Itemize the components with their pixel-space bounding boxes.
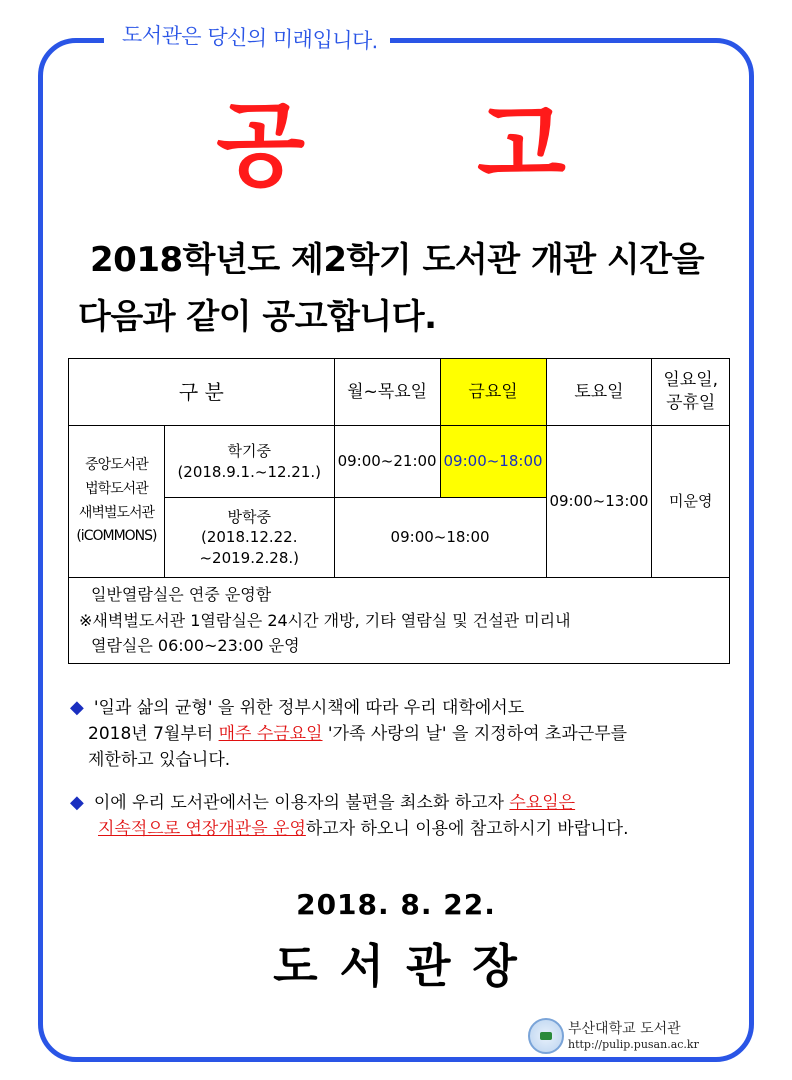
diamond-bullet-icon: ◆ bbox=[70, 697, 84, 718]
note-1: 일반열람실은 연중 운영함 bbox=[91, 585, 272, 604]
header-sun-line1: 일요일, bbox=[663, 370, 719, 391]
intro-line-2: 다음과 같이 공고합니다. bbox=[78, 297, 437, 337]
notice-1-line-1 bbox=[70, 695, 732, 721]
table-notes bbox=[69, 578, 730, 664]
signer: 도서관장 bbox=[273, 939, 539, 993]
vacation-label-cell bbox=[164, 498, 334, 578]
semester-fri: 09:00~18:00 bbox=[440, 426, 546, 498]
notice-2-line-1 bbox=[70, 790, 732, 816]
library-icommons: (iCOMMONS) bbox=[76, 528, 157, 545]
sat-hours: 09:00~13:00 bbox=[546, 426, 652, 578]
semester-label: 학기중 bbox=[227, 442, 271, 461]
header-category: 구 분 bbox=[69, 359, 335, 426]
notice-1-emphasis: 매주 수금요일 bbox=[218, 724, 323, 744]
slogan: 도서관은 당신의 미래입니다. bbox=[121, 22, 379, 54]
sun-hours: 미운영 bbox=[652, 426, 730, 578]
notice-2-emphasis-1: 수요일은 bbox=[509, 793, 576, 813]
notice-1-text-a: '일과 삶의 균형' 을 위한 정부시책에 따라 우리 대학에서도 bbox=[93, 698, 525, 718]
university-seal-icon bbox=[528, 1018, 564, 1054]
notice-1 bbox=[70, 695, 732, 773]
page-title: 공 고 bbox=[216, 92, 636, 199]
notice-1-line-3: 제한하고 있습니다. bbox=[88, 750, 231, 770]
notice-1-line-2 bbox=[70, 721, 732, 747]
note-2: ※새벽벌도서관 1열람실은 24시간 개방, 기타 열람실 및 건설관 미리내 bbox=[79, 610, 571, 630]
notice-2-emphasis-2: 지속적으로 연장개관을 운영 bbox=[98, 819, 306, 839]
library-central: 중앙도서관 bbox=[85, 456, 148, 473]
vacation-label: 방학중 bbox=[227, 508, 271, 527]
semester-period: (2018.9.1.~12.21.) bbox=[177, 462, 322, 481]
intro-line-1: 2018학년도 제2학기 도서관 개관 시간을 bbox=[90, 240, 704, 280]
header-mon-thu: 월~목요일 bbox=[334, 359, 440, 426]
header-sun-line2: 공휴일 bbox=[666, 393, 716, 413]
note-3: 열람실은 06:00~23:00 운영 bbox=[91, 636, 300, 656]
university-logo bbox=[528, 1016, 728, 1060]
vacation-weekday: 09:00~18:00 bbox=[334, 498, 546, 578]
header-sun-holiday bbox=[652, 359, 730, 426]
notice-2 bbox=[70, 790, 732, 842]
notice-2-line-2 bbox=[70, 816, 732, 842]
library-law: 법학도서관 bbox=[85, 480, 148, 497]
notice-1-text-b: 2018년 7월부터 bbox=[88, 724, 219, 744]
table-row-semester bbox=[69, 426, 730, 498]
header-sat: 토요일 bbox=[546, 359, 652, 426]
semester-label-cell bbox=[164, 426, 334, 498]
notice-2-text-b: 하고자 하오니 이용에 참고하시기 바랍니다. bbox=[305, 819, 629, 839]
library-names bbox=[69, 426, 165, 578]
table-header-row bbox=[69, 359, 730, 426]
notice-1-text-c: '가족 사랑의 날' 을 지정하여 초과근무를 bbox=[322, 724, 628, 744]
table-notes-row bbox=[69, 578, 730, 664]
vacation-period-2: ~2019.2.28.) bbox=[199, 548, 299, 567]
diamond-bullet-icon: ◆ bbox=[70, 792, 84, 813]
notice-2-text-a: 이에 우리 도서관에서는 이용자의 불편을 최소화 하고자 bbox=[93, 793, 510, 813]
library-saebyeokbeol: 새벽벌도서관 bbox=[78, 504, 154, 521]
logo-url: http://pulip.pusan.ac.kr bbox=[568, 1038, 699, 1051]
hours-table bbox=[68, 358, 730, 664]
vacation-period-1: (2018.12.22. bbox=[200, 528, 298, 547]
header-fri: 금요일 bbox=[440, 359, 546, 426]
logo-name: 부산대학교 도서관 bbox=[568, 1021, 681, 1037]
semester-mon-thu: 09:00~21:00 bbox=[334, 426, 440, 498]
notice-date: 2018. 8. 22. bbox=[296, 888, 496, 921]
